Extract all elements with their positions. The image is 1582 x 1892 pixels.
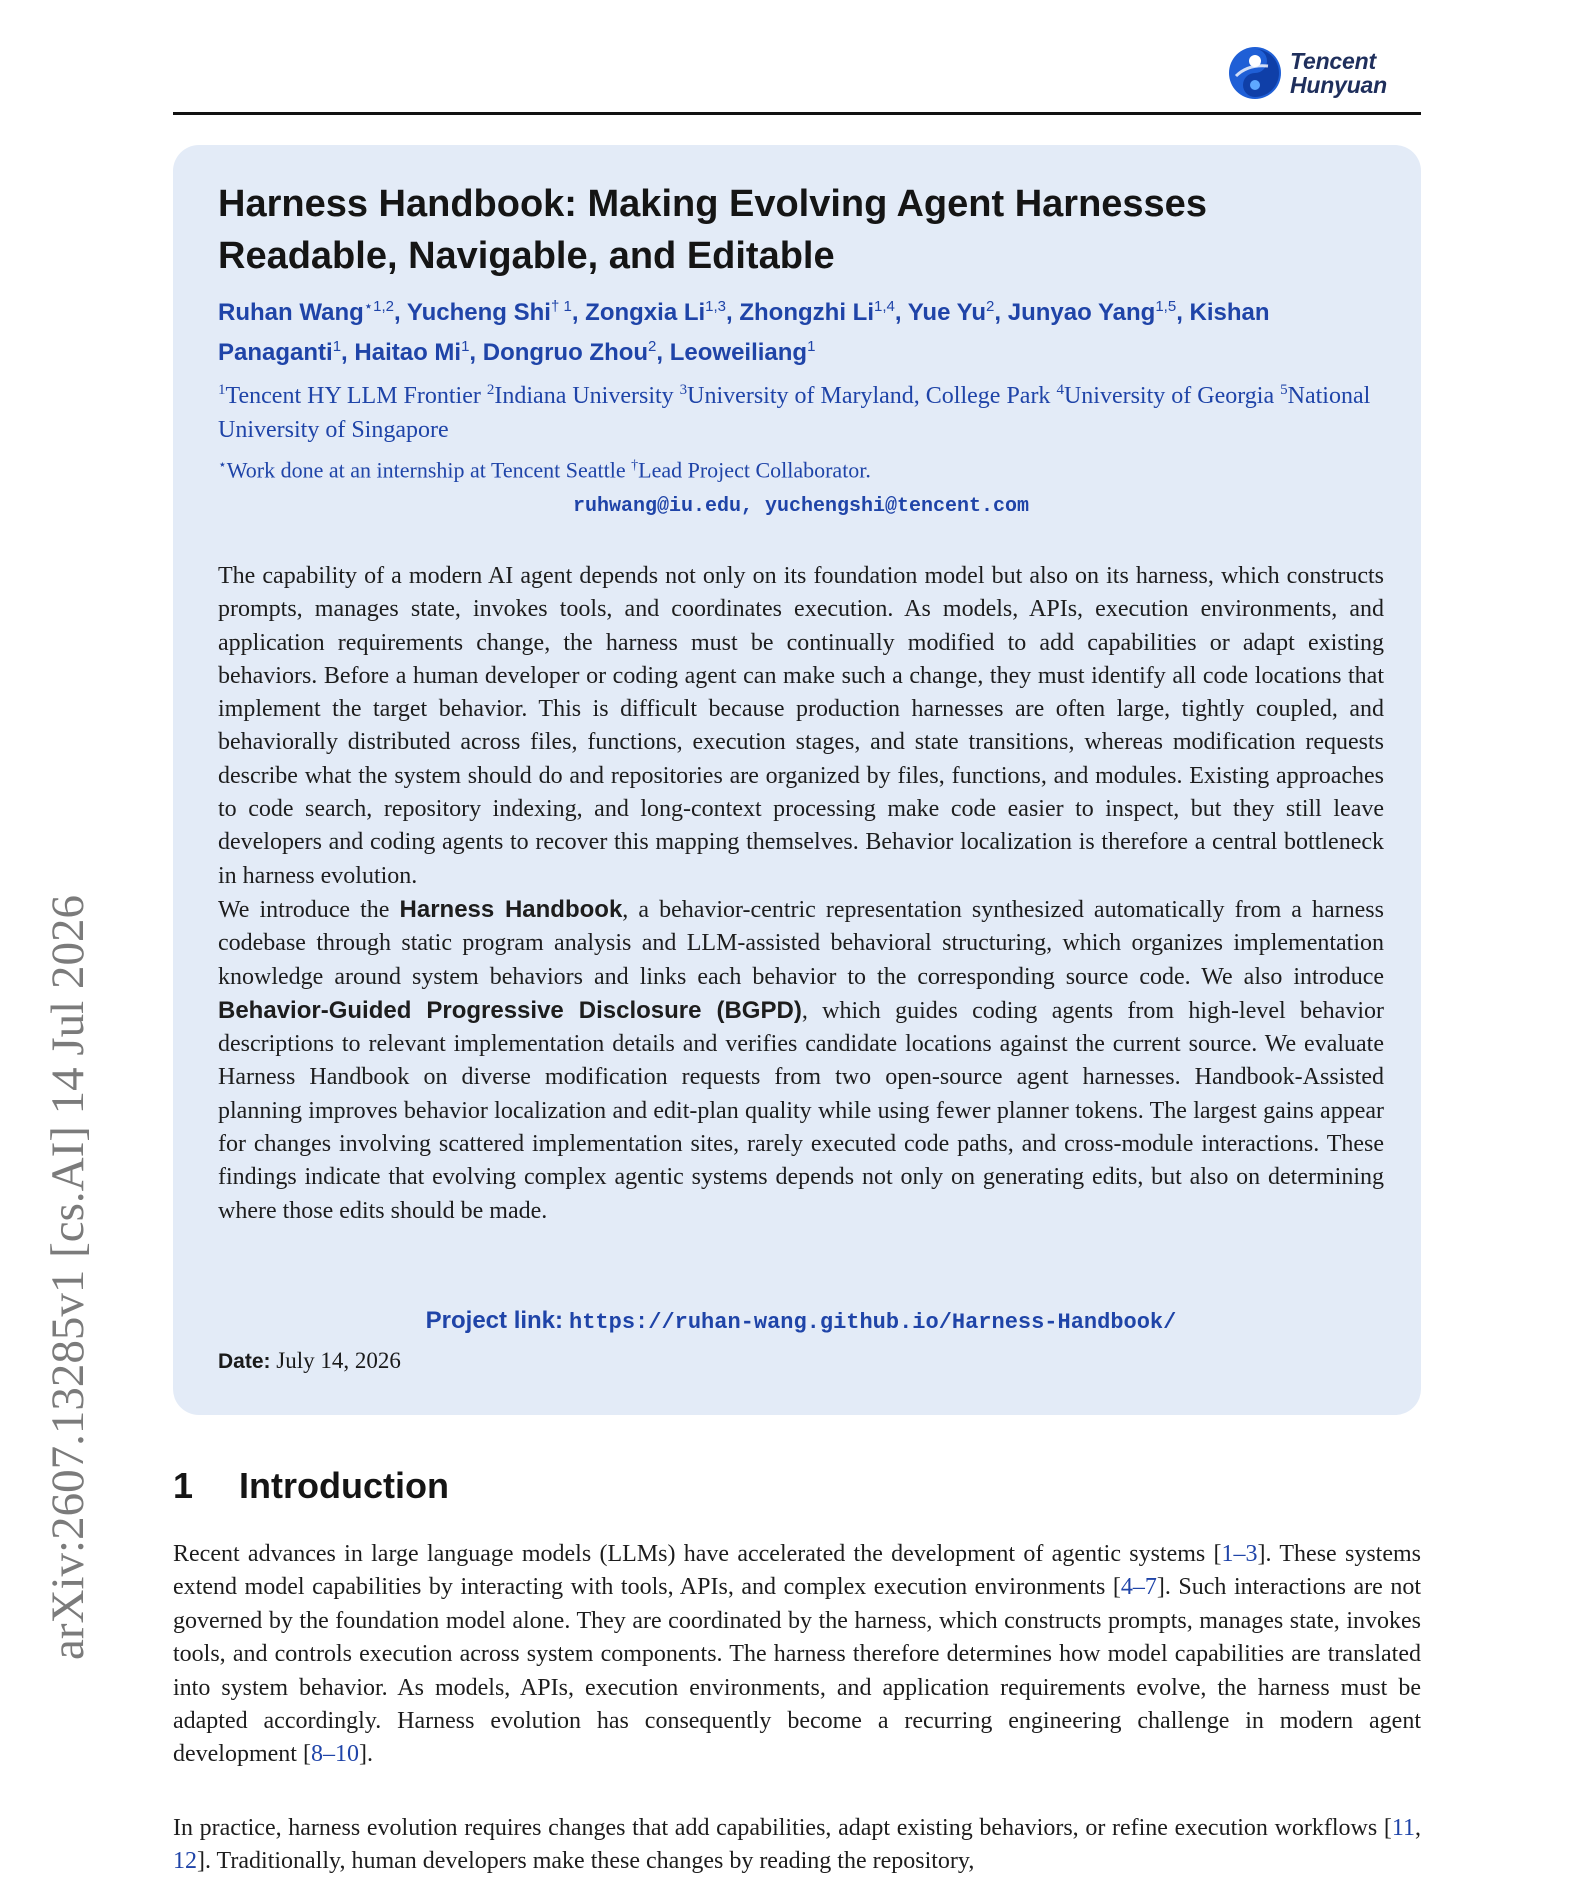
paper-title: Harness Handbook: Making Evolving Agent Harnesses Readable, Navigable, and Editable — [218, 183, 1207, 277]
abstract-text — [218, 560, 1384, 1228]
text-run: In practice, harness evolution requires changes that add capabilities, adapt existing behaviors, or refine execution workflows [ — [173, 1815, 1392, 1841]
project-link-line — [218, 1304, 1384, 1340]
affiliation-sup: 2 — [486, 382, 495, 398]
abstract-p2-end: , which guides coding agents from high-level behavior descriptions to relevant implementation details and verifies candidate locations against the current source. We evaluate Harness Handbook on diverse modification requests from two open-source agent harnesses. Handbook-Assisted planning improves behavior localization and edit-plan quality while using fewer planner tokens. The largest gains appear for changes involving scattered implementation sites, rarely executed code paths, and cross-module interactions. These findings indicate that evolving complex agentic systems depends not only on generating edits, but also on determining where those edits should be made. — [218, 997, 1384, 1224]
affiliation: University of Maryland, College Park — [687, 383, 1051, 409]
author-name: Haitao Mi — [354, 339, 462, 366]
author-name: Yue Yu — [907, 299, 987, 326]
abstract-p2-start: We introduce the — [218, 896, 400, 923]
email-contacts[interactable]: ruhwang@iu.edu, yuchengshi@tencent.com — [572, 495, 1030, 518]
text-run: ]. — [358, 1741, 373, 1768]
abstract-paragraph-1: The capability of a modern AI agent depends not only on its foundation model but also on its harness, which constructs prompts, manages state, invokes tools, and coordinates execution. As models, APIs, execution environments, and application requirements change, the harness must be continually modified to add capabilities or adapt existing behaviors. Before a human developer or coding agent can make such a change, they must identify all code locations that implement the target behavior. This is difficult because production harnesses are often large, tightly coupled, and behaviorally distributed across files, functions, execution stages, and state transitions, whereas modification requests describe what the system should do and repositories are organized by files, functions, and modules. Existing approaches to code search, repository indexing, and long-context processing make code easier to inspect, but they still leave developers and coding agents to recover this mapping themselves. Behavior localization is therefore a central bottleneck in harness evolution. — [218, 563, 1384, 889]
affiliation: National University of Singapore — [218, 383, 1371, 443]
text-run: Recent advances in large language models (LLMs) have accelerated the development of agentic systems [ — [173, 1541, 1222, 1567]
section-number: 1 — [173, 1465, 194, 1506]
author-name: Zhongzhi Li — [739, 299, 874, 326]
affiliation-list — [218, 373, 1384, 447]
intro-paragraph-2 — [173, 1812, 1421, 1879]
citation-link[interactable]: 8–10 — [310, 1741, 359, 1768]
text-run: ]. These systems extend model capabilities by interacting with tools, APIs, and complex execution environments [ — [173, 1541, 1421, 1601]
author-name: Dongruo Zhou — [482, 339, 649, 366]
section-heading — [173, 1462, 973, 1510]
project-link-url[interactable]: https://ruhan-wang.github.io/Harness-Handbook/ — [569, 1310, 1177, 1335]
author-sup: 1 — [332, 338, 342, 355]
affiliation-sup: 3 — [679, 382, 688, 398]
hunyuan-logo-icon — [1228, 46, 1282, 100]
author-notes — [218, 451, 1384, 485]
date-value: July 14, 2026 — [276, 1348, 401, 1373]
affiliation: Indiana University — [494, 383, 674, 409]
citation-link[interactable]: 1–3 — [1221, 1541, 1258, 1567]
affiliation-sup: 1 — [218, 382, 226, 398]
logo-line-2: Hunyuan — [1290, 72, 1387, 98]
text-run: ]. Such interactions are not governed by the foundation model alone. They are coordinated by the harness, which constructs prompts, manages state, invokes tools, and controls execution across system components. The harness therefore determines how model capabilities are translated into system behavior. As models, APIs, execution environments, and application requirements evolve, the harness must be adapted accordingly. Harness evolution has consequently become a recurring engineering challenge in modern agent development [ — [173, 1574, 1421, 1768]
date-label: Date: — [218, 1350, 271, 1373]
header-rule — [173, 112, 1421, 115]
date-line — [218, 1344, 918, 1379]
harness-handbook-term: Harness Handbook — [399, 895, 623, 923]
citation-link[interactable]: 11 — [1391, 1815, 1415, 1841]
author-name: Zongxia Li — [585, 299, 706, 326]
author-sup: 1 — [461, 338, 470, 355]
author-sup: 2 — [986, 298, 995, 315]
tencent-hunyuan-logo — [1228, 44, 1387, 102]
author-sup: 1,4 — [873, 298, 895, 315]
affiliation: University of Georgia — [1063, 383, 1275, 409]
logo-line-1: Tencent — [1290, 48, 1376, 74]
affiliation: Tencent HY LLM Frontier — [225, 383, 481, 409]
intro-paragraph-1 — [173, 1538, 1421, 1772]
author-sup: ⋆1,2 — [363, 298, 395, 315]
note-sup: † — [631, 458, 639, 473]
author-name: Kishan Panaganti — [218, 299, 1270, 366]
note-text: Work done at an internship at Tencent Seattle — [226, 457, 626, 483]
author-list: Ruhan Wang$^{⋆1,2}$, Yucheng Shi$^{\dagger 1}$, Zongxia Li$^{1,3}$, Zhongzhi Li$^{1,4}$, Yue Yu$^2$, Junyao Yang$^{1,5}$, Kishan Panaganti$^1$, Haitao Mi$^1$, Dongruo Zhou$^2$, Leoweiliang$^1$ — [218, 298, 1270, 366]
abstract-p2-middle: , a behavior-centric representation synthesized automatically from a harness codebase through static program analysis and LLM-assisted behavioral structuring, which organizes implementation knowledge around system behaviors and links each behavior to the corresponding source code. We also introduce — [218, 896, 1384, 990]
section-title: Introduction — [239, 1465, 449, 1506]
author-sup: † 1 — [550, 298, 572, 315]
text-run: ]. Traditionally, human developers make these changes by reading the repository, — [197, 1848, 975, 1875]
author-sup: 1,5 — [1155, 298, 1177, 315]
note-text: Lead Project Collaborator. — [638, 457, 871, 483]
text-run: , — [1415, 1815, 1421, 1841]
project-link-label: Project link: — [425, 1307, 564, 1334]
author-sup: 2 — [648, 338, 657, 355]
note-sup: ⋆ — [218, 458, 227, 473]
affiliation-sup: 5 — [1280, 382, 1288, 398]
author-sup: 1 — [807, 338, 816, 355]
author-name: Yucheng Shi — [406, 299, 551, 326]
arxiv-identifier: arXiv:2607.13285v1 [cs.AI] 14 Jul 2026 — [42, 895, 94, 1660]
bgpd-term: Behavior-Guided Progressive Disclosure (BGPD) — [218, 996, 802, 1024]
author-name: Ruhan Wang — [218, 299, 364, 326]
affiliation-sup: 4 — [1056, 382, 1064, 398]
author-name: Junyao Yang — [1007, 299, 1156, 326]
citation-link[interactable]: 4–7 — [1120, 1574, 1157, 1601]
author-name: Leoweiliang — [669, 339, 808, 366]
citation-link[interactable]: 12 — [173, 1848, 197, 1875]
author-sup: 1,3 — [705, 298, 727, 315]
